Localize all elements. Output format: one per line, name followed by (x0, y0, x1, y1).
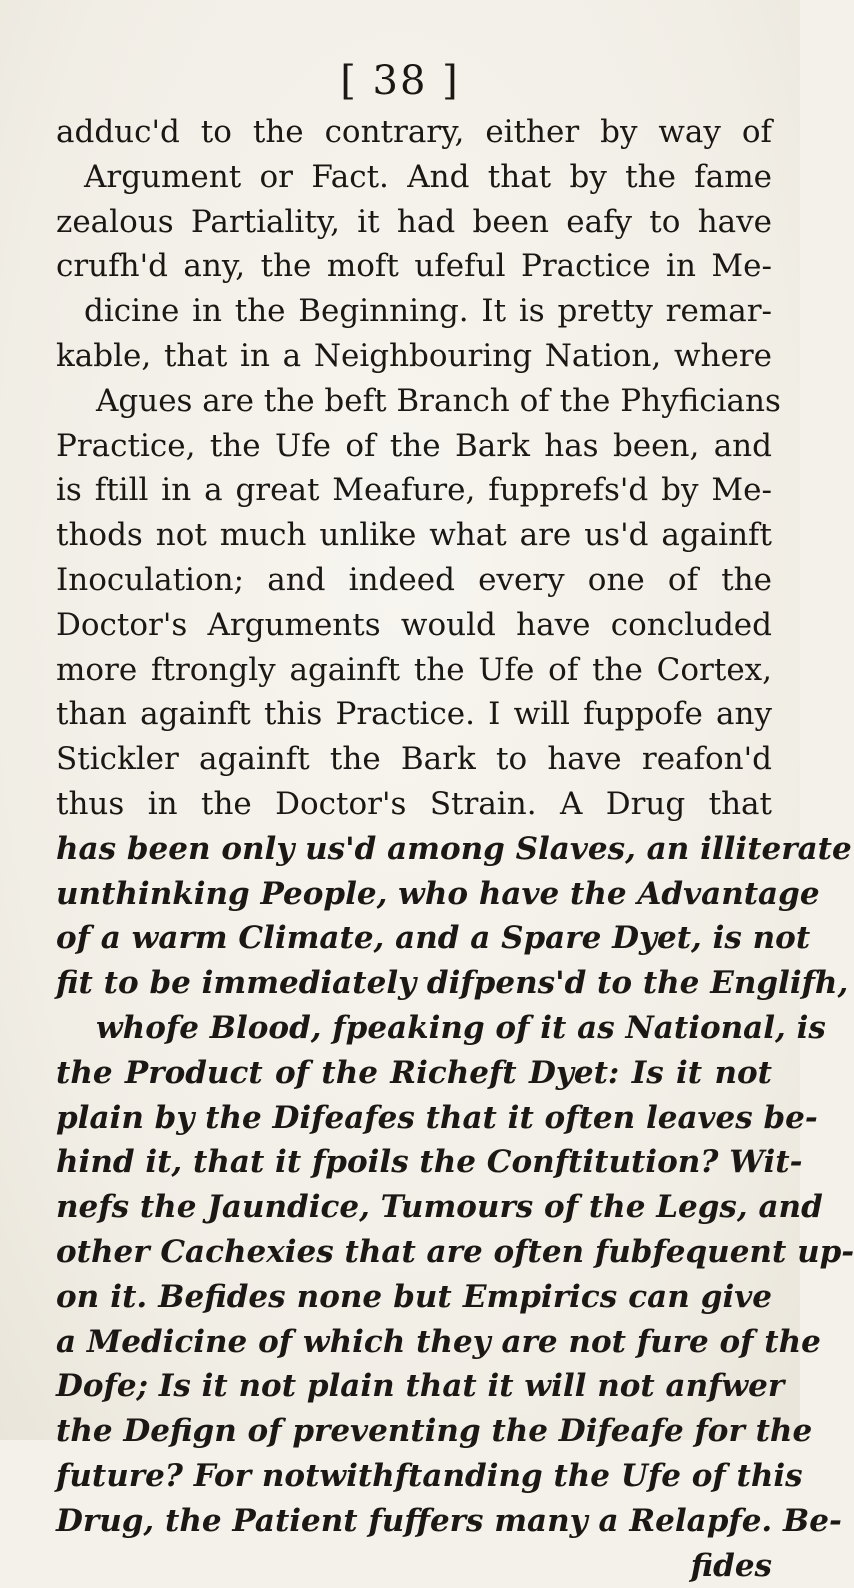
text-line: adduc'd to the contrary, either by way of (56, 110, 772, 155)
text-line: Inoculation; and indeed every one of the (56, 558, 772, 603)
text-line: the Product of the Richeft Dyet: Is it not (56, 1051, 772, 1096)
body-text (56, 110, 772, 1588)
text-line: nefs the Jaundice, Tumours of the Legs, and (56, 1185, 772, 1230)
text-line: more ftrongly againft the Ufe of the Cortex, (56, 648, 772, 693)
text-line: Agues are the beft Branch of the Phyficians (56, 379, 772, 424)
text-line: other Cachexies that are often fubfequent up- (56, 1230, 772, 1275)
text-line: Doctor's Arguments would have concluded (56, 603, 772, 648)
page-number: [ 38 ] (0, 58, 800, 104)
text-line: zealous Partiality, it had been eafy to have (56, 200, 772, 245)
text-line: than againft this Practice. I will fuppofe any (56, 692, 772, 737)
text-line: crufh'd any, the moft ufeful Practice in Me- (56, 244, 772, 289)
text-line: unthinking People, who have the Advantage (56, 872, 772, 917)
text-line: is ftill in a great Meafure, fupprefs'd by Me- (56, 468, 772, 513)
text-line: Drug, the Patient fuffers many a Relapfe. Be- (56, 1499, 772, 1544)
text-line: Dofe; Is it not plain that it will not anfwer (56, 1364, 772, 1409)
text-line: the Defign of preventing the Difeafe for the (56, 1409, 772, 1454)
text-line: dicine in the Beginning. It is pretty remar- (56, 289, 772, 334)
text-line: hind it, that it fpoils the Conftitution? Wit- (56, 1140, 772, 1185)
text-line: on it. Befides none but Empirics can give (56, 1275, 772, 1320)
text-line: thus in the Doctor's Strain. A Drug that (56, 782, 772, 827)
text-line: kable, that in a Neighbouring Nation, where (56, 334, 772, 379)
text-line: future? For notwithftanding the Ufe of this (56, 1454, 772, 1499)
text-line: fit to be immediately difpens'd to the Englifh, (56, 961, 772, 1006)
text-line: Argument or Fact. And that by the fame (56, 155, 772, 200)
text-line: Practice, the Ufe of the Bark has been, and (56, 424, 772, 469)
text-line: Stickler againft the Bark to have reafon'd (56, 737, 772, 782)
catchword: fides (56, 1544, 772, 1588)
text-line: plain by the Difeafes that it often leaves be- (56, 1096, 772, 1141)
text-line: of a warm Climate, and a Spare Dyet, is not (56, 916, 772, 961)
text-line: has been only us'd among Slaves, an illiterate (56, 827, 772, 872)
text-line: thods not much unlike what are us'd againft (56, 513, 772, 558)
text-line: whofe Blood, fpeaking of it as National, is (56, 1006, 772, 1051)
text-line: a Medicine of which they are not fure of the (56, 1320, 772, 1365)
